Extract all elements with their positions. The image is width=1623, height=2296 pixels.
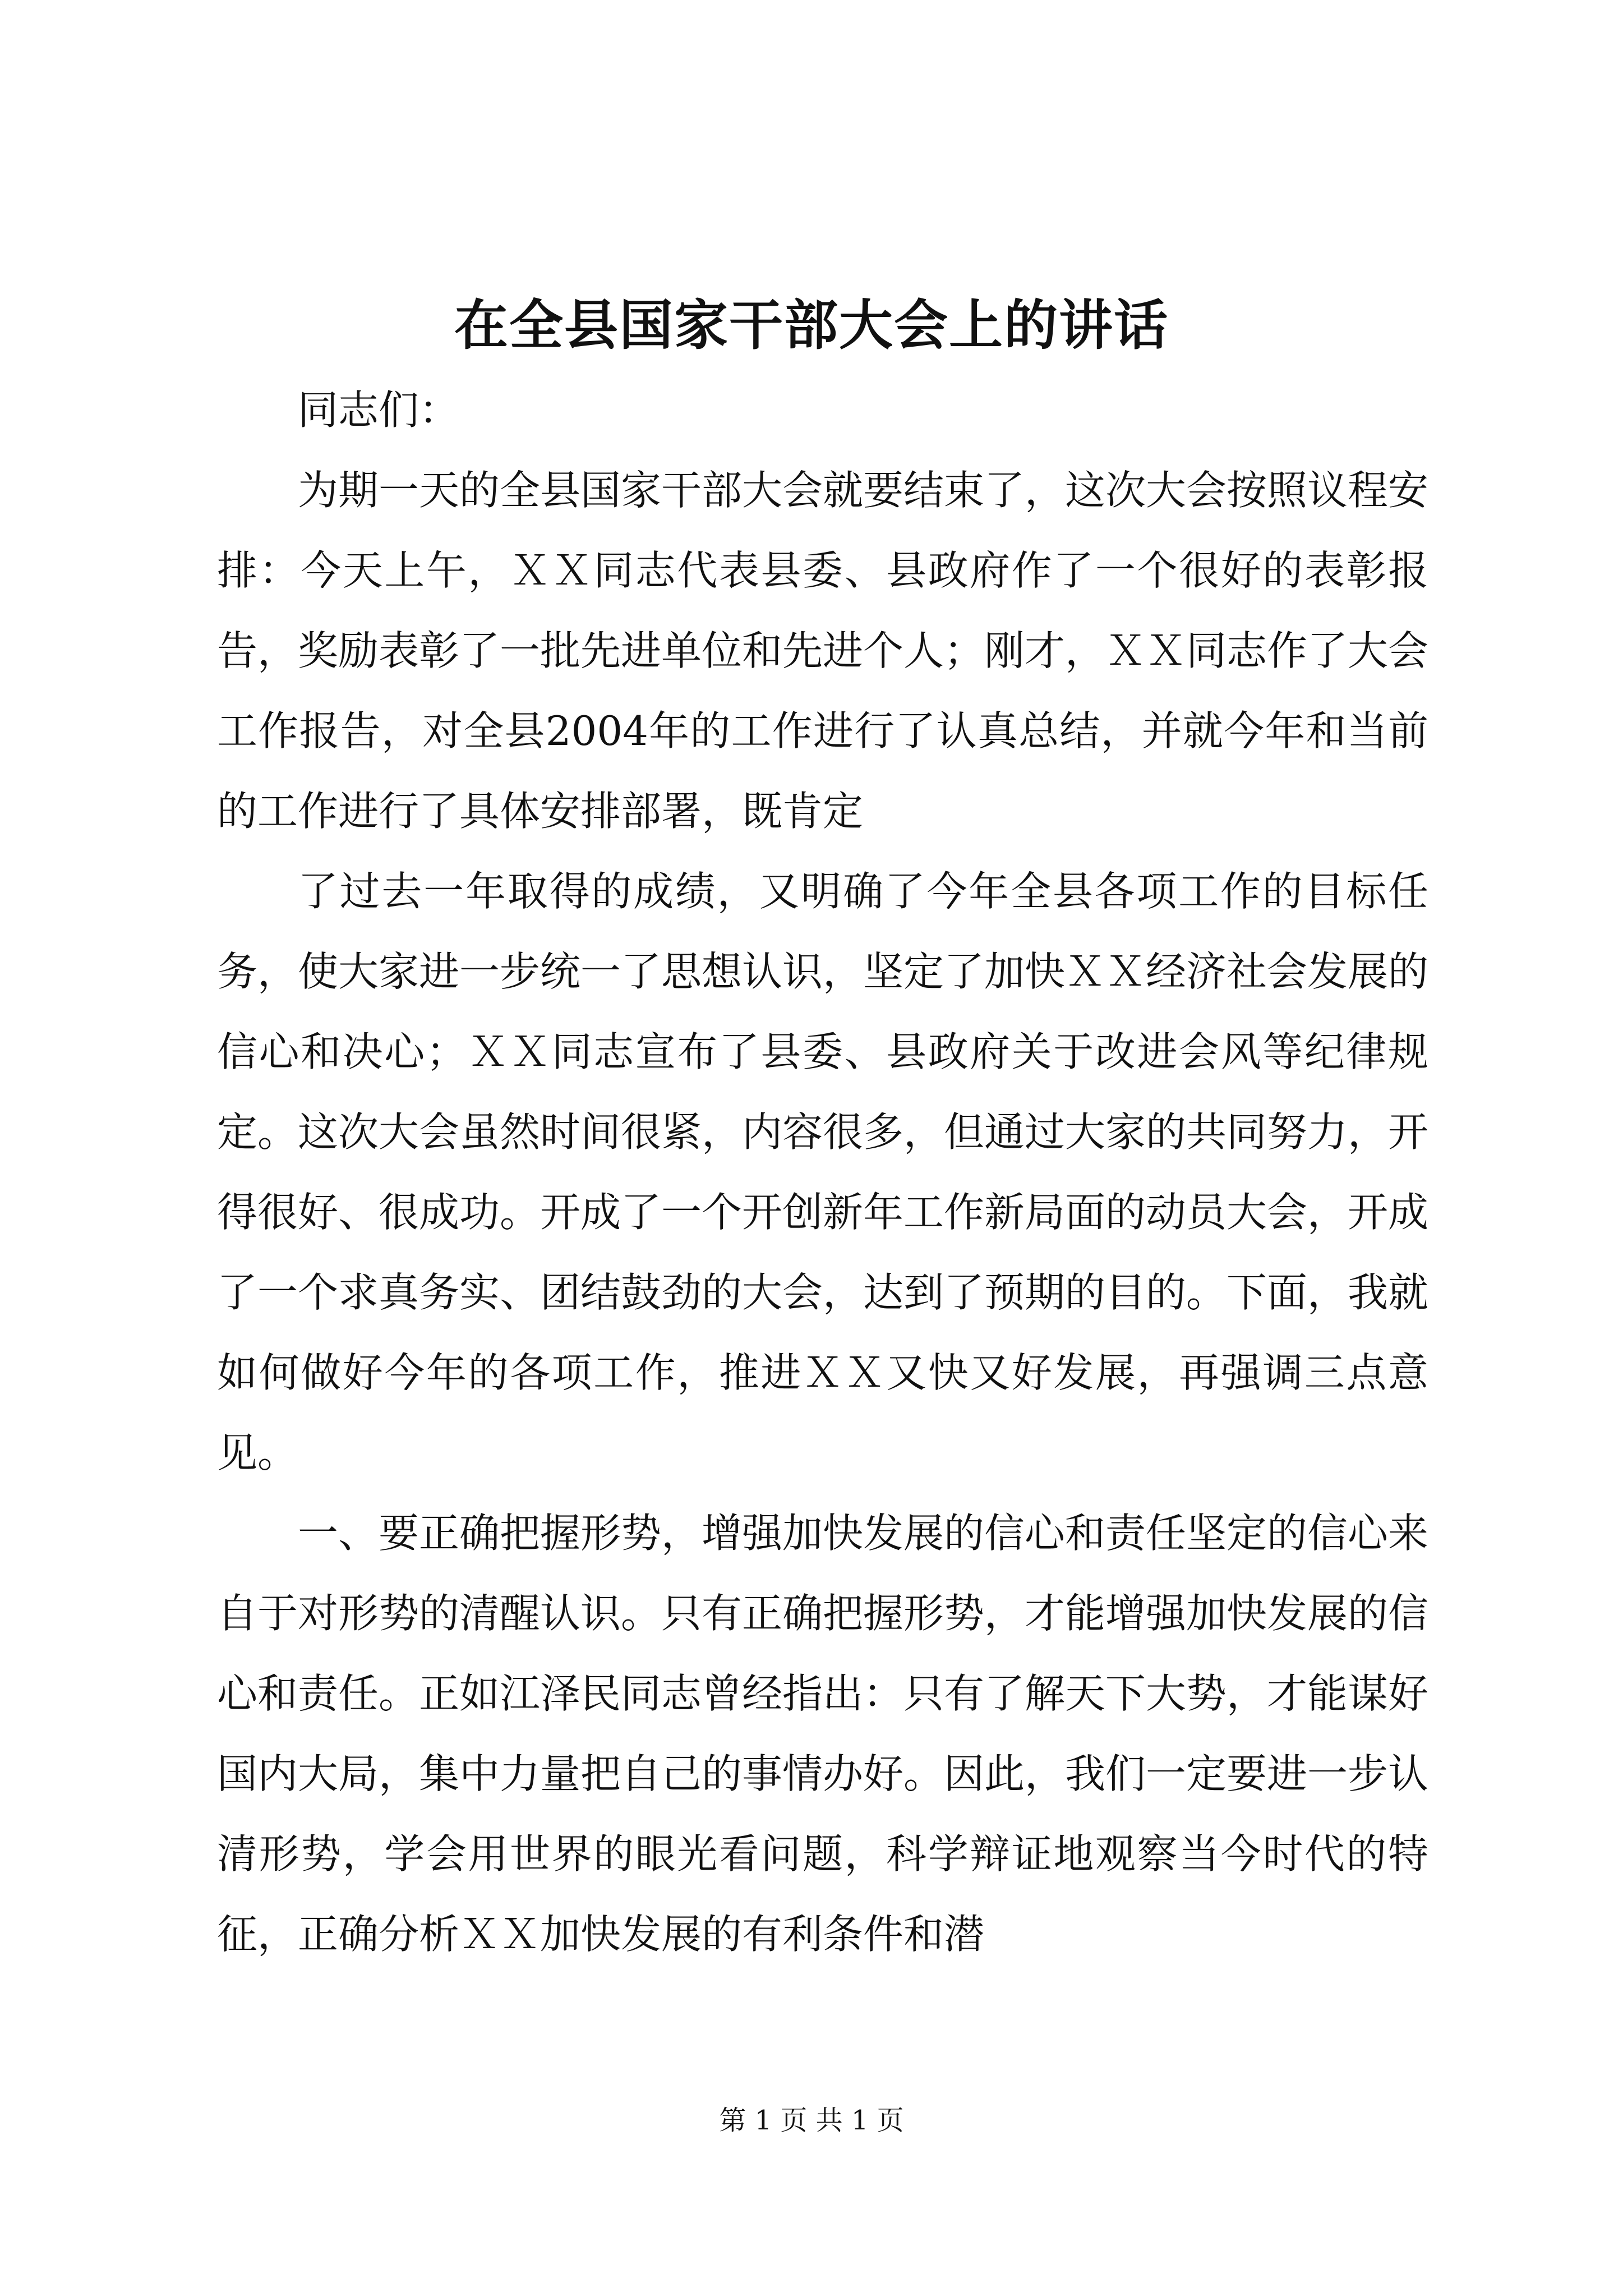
document-body	[217, 370, 1428, 1975]
salutation: 同志们：	[298, 386, 460, 434]
paragraph-1: 为期一天的全县国家干部大会就要结束了，这次大会按照议程安排：今天上午，ＸＸ同志代表县委、县政府作了一个很好的表彰报告，奖励表彰了一批先进单位和先进个人；刚才，ＸＸ同志作了大会工作报告，对全县2004年的工作进行了认真总结，并就今年和当前的工作进行了具体安排部署，既肯定	[217, 467, 1429, 835]
paragraph-2: 了过去一年取得的成绩，又明确了今年全县各项工作的目标任务，使大家进一步统一了思想认识，坚定了加快ＸＸ经济社会发展的信心和决心；ＸＸ同志宣布了县委、县政府关于改进会风等纪律规定。这次大会虽然时间很紧，内容很多，但通过大家的共同努力，开得很好、很成功。开成了一个开创新年工作新局面的动员大会，开成了一个求真务实、团结鼓劲的大会，达到了预期的目的。下面，我就如何做好今年的各项工作，推进ＸＸ又快又好发展，再强调三点意见。	[217, 868, 1429, 1476]
page-footer: 第 1 页 共 1 页	[719, 2105, 904, 2136]
document-title: 在全县国家干部大会上的讲话	[454, 293, 1169, 357]
paragraph-3: 一、要正确把握形势，增强加快发展的信心和责任坚定的信心来自于对形势的清醒认识。只有正确把握形势，才能增强加快发展的信心和责任。正如江泽民同志曾经指出：只有了解天下大势，才能谋好国内大局，集中力量把自己的事情办好。因此，我们一定要进一步认清形势，学会用世界的眼光看问题，科学辩证地观察当今时代的特征，正确分析ＸＸ加快发展的有利条件和潜	[217, 1510, 1429, 1958]
